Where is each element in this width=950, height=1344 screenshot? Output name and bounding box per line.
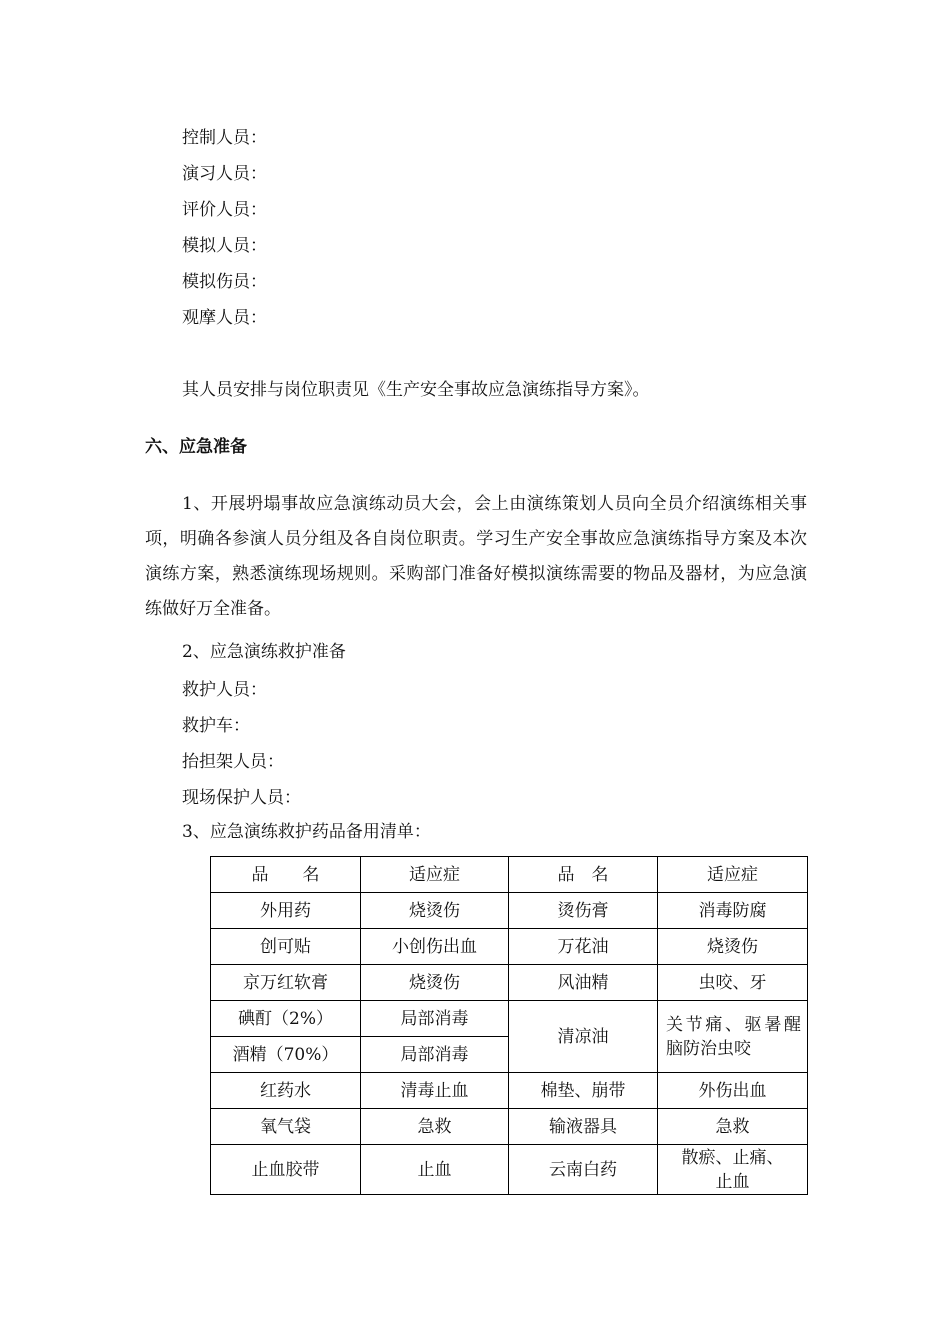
table-cell: 散瘀、止痛、止血 — [658, 1145, 808, 1195]
table-cell: 局部消毒 — [361, 1037, 509, 1073]
table-row — [211, 893, 808, 929]
paragraph-item-1: 1、开展坍塌事故应急演练动员大会，会上由演练策划人员向全员介绍演练相关事项，明确各参演人员分组及各自岗位职责。学习生产安全事故应急演练指导方案及本次演练方案，熟悉演练现场规则。采购部门准备好模拟演练需要的物品及器材，为应急演练做好万全准备。 — [145, 494, 807, 619]
header-indication-2: 适应症 — [658, 857, 808, 893]
role-observers: 观摩人员： — [182, 308, 267, 328]
medicine-table — [210, 856, 808, 1195]
table-row — [211, 1001, 808, 1037]
table-cell: 酒精（70%） — [211, 1037, 361, 1073]
table-cell: 急救 — [361, 1109, 509, 1145]
table-cell: 止血胶带 — [211, 1145, 361, 1195]
arrangement-note: 其人员安排与岗位职责见《生产安全事故应急演练指导方案》。 — [182, 380, 650, 400]
table-cell: 关节痛、驱暑醒脑防治虫咬 — [658, 1001, 808, 1073]
table-cell: 烧烫伤 — [658, 929, 808, 965]
role-drill: 演习人员： — [182, 164, 267, 184]
table-cell: 虫咬、牙 — [658, 965, 808, 1001]
table-row — [211, 929, 808, 965]
table-row — [211, 965, 808, 1001]
table-header-row — [211, 857, 808, 893]
table-row — [211, 1073, 808, 1109]
role-simulated-injured: 模拟伤员： — [182, 272, 267, 292]
table-cell: 消毒防腐 — [658, 893, 808, 929]
table-cell: 棉垫、崩带 — [509, 1073, 658, 1109]
header-indication-1: 适应症 — [361, 857, 509, 893]
table-cell: 碘酊（2%） — [211, 1001, 361, 1037]
table-cell: 烧烫伤 — [361, 893, 509, 929]
table-cell: 急救 — [658, 1109, 808, 1145]
item-2-heading: 2、应急演练救护准备 — [182, 642, 346, 662]
table-cell: 氧气袋 — [211, 1109, 361, 1145]
table-cell: 局部消毒 — [361, 1001, 509, 1037]
table-cell: 红药水 — [211, 1073, 361, 1109]
table-cell: 外用药 — [211, 893, 361, 929]
table-cell: 止血 — [361, 1145, 509, 1195]
section-heading: 六、应急准备 — [145, 437, 247, 457]
table-cell: 清毒止血 — [361, 1073, 509, 1109]
table-cell: 风油精 — [509, 965, 658, 1001]
site-protection-personnel: 现场保护人员： — [182, 788, 301, 808]
table-cell: 清凉油 — [509, 1001, 658, 1073]
table-cell: 输液器具 — [509, 1109, 658, 1145]
table-cell: 云南白药 — [509, 1145, 658, 1195]
table-row — [211, 1109, 808, 1145]
table-cell: 京万红软膏 — [211, 965, 361, 1001]
stretcher-personnel: 抬担架人员： — [182, 752, 284, 772]
table-cell: 万花油 — [509, 929, 658, 965]
header-name-2: 品 名 — [509, 857, 658, 893]
table-cell: 外伤出血 — [658, 1073, 808, 1109]
role-evaluation: 评价人员： — [182, 200, 267, 220]
header-name-1: 品 名 — [211, 857, 361, 893]
table-cell: 小创伤出血 — [361, 929, 509, 965]
table-row — [211, 1145, 808, 1195]
item-3-heading: 3、应急演练救护药品备用清单： — [182, 822, 431, 842]
table-cell: 烫伤膏 — [509, 893, 658, 929]
table-cell: 烧烫伤 — [361, 965, 509, 1001]
table-cell: 创可贴 — [211, 929, 361, 965]
role-control: 控制人员： — [182, 128, 267, 148]
role-simulation: 模拟人员： — [182, 236, 267, 256]
rescue-personnel: 救护人员： — [182, 680, 267, 700]
ambulance: 救护车： — [182, 716, 250, 736]
